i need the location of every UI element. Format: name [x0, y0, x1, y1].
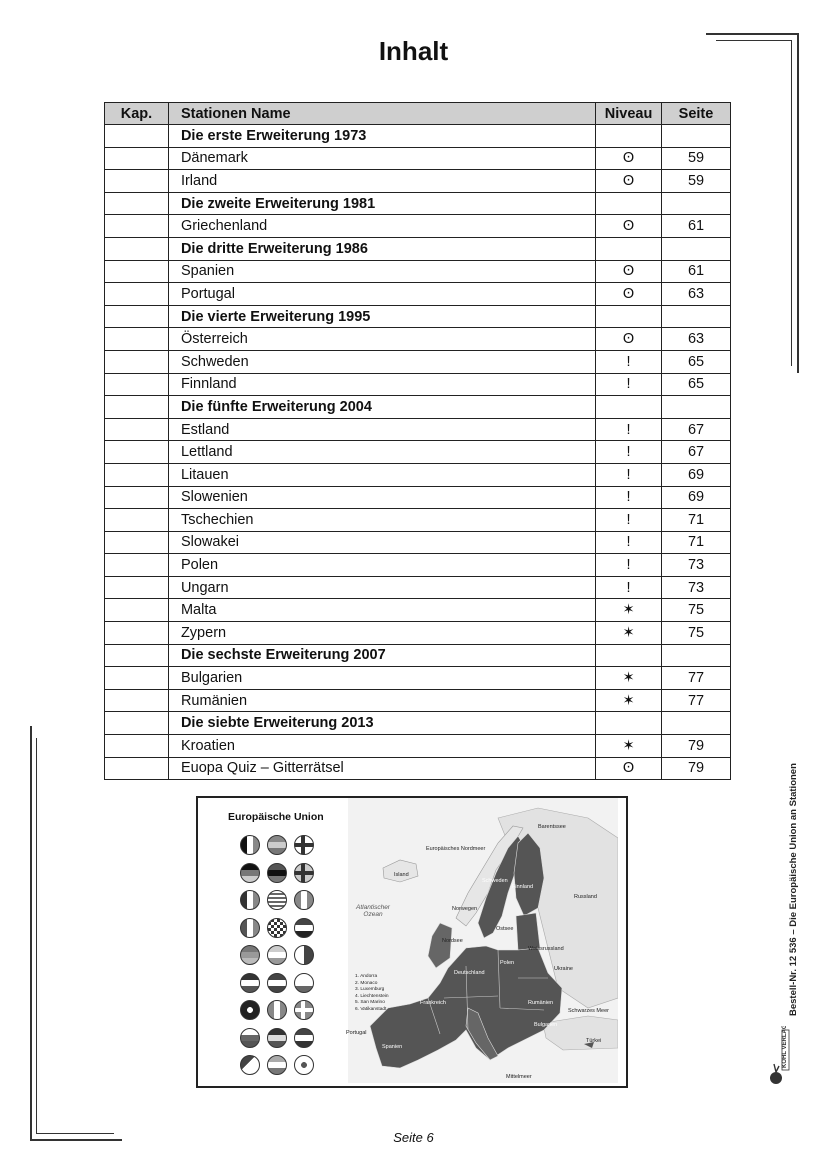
cell-seite: 77 — [662, 689, 731, 712]
cell-niveau: ✶ — [596, 667, 662, 690]
table-row — [105, 689, 731, 712]
table-row — [105, 667, 731, 690]
page-title: Inhalt — [378, 36, 449, 66]
section-heading-row — [105, 305, 731, 328]
cell-name: Slowenien — [168, 486, 595, 509]
cell-niveau — [596, 305, 662, 328]
flag-icon — [267, 835, 287, 855]
europe-map — [348, 798, 618, 1083]
cell-seite — [662, 125, 731, 148]
cell-kap — [105, 125, 169, 148]
flag-icon — [294, 863, 314, 883]
map-legend-item: 5. San Marino — [355, 1000, 385, 1005]
cell-name: Die sechste Erweiterung 2007 — [168, 644, 595, 667]
cell-name: Die vierte Erweiterung 1995 — [168, 305, 595, 328]
cell-seite — [662, 305, 731, 328]
table-row — [105, 283, 731, 306]
page-number: Seite 6 — [393, 1130, 434, 1145]
map-label-schwarzes-meer: Schwarzes Meer — [568, 1008, 609, 1014]
table-row — [105, 441, 731, 464]
cell-seite: 63 — [662, 328, 731, 351]
flag-icon — [267, 973, 287, 993]
cell-kap — [105, 283, 169, 306]
flag-icon — [240, 890, 260, 910]
table-row — [105, 260, 731, 283]
cell-niveau: ʘ — [596, 170, 662, 193]
flag-icon — [294, 945, 314, 965]
cell-kap — [105, 712, 169, 735]
map-title: Europäische Union — [228, 811, 324, 823]
cell-seite: 73 — [662, 554, 731, 577]
flag-icon — [267, 890, 287, 910]
map-label-weissrussland: Weissrussland — [528, 946, 564, 952]
cell-seite: 65 — [662, 373, 731, 396]
flag-icon — [267, 945, 287, 965]
cell-kap — [105, 192, 169, 215]
cell-name: Die fünfte Erweiterung 2004 — [168, 396, 595, 419]
cell-name: Tschechien — [168, 509, 595, 532]
contents-table — [104, 102, 731, 780]
cell-name: Zypern — [168, 622, 595, 645]
flag-icon — [240, 918, 260, 938]
cell-name: Malta — [168, 599, 595, 622]
frame-line-top-right-v1 — [797, 33, 799, 373]
cell-kap — [105, 305, 169, 328]
section-heading-row — [105, 125, 731, 148]
cell-name: Irland — [168, 170, 595, 193]
flag-icon — [267, 1055, 287, 1075]
map-legend-item: 1. Andorra — [355, 974, 378, 979]
header-kap: Kap. — [105, 103, 169, 125]
cell-niveau — [596, 712, 662, 735]
eu-map-figure — [196, 796, 628, 1088]
cell-name: Rumänien — [168, 689, 595, 712]
cell-niveau: ! — [596, 373, 662, 396]
map-label-polen: Polen — [500, 960, 515, 966]
cell-kap — [105, 147, 169, 170]
cell-name: Österreich — [168, 328, 595, 351]
flag-icon — [240, 863, 260, 883]
flag-icon — [267, 918, 287, 938]
cell-niveau: ʘ — [596, 147, 662, 170]
flag-icon — [294, 890, 314, 910]
cell-kap — [105, 644, 169, 667]
cell-niveau: ✶ — [596, 622, 662, 645]
cell-name: Griechenland — [168, 215, 595, 238]
cell-name: Bulgarien — [168, 667, 595, 690]
section-heading-row — [105, 237, 731, 260]
map-label-bulgarien: Bulgarien — [534, 1022, 558, 1028]
map-legend-item: 2. Monaco — [355, 980, 378, 986]
map-legend-item: 6. Vatikanstadt — [355, 1006, 387, 1012]
cell-seite — [662, 237, 731, 260]
cell-niveau: ! — [596, 486, 662, 509]
cell-seite — [662, 644, 731, 667]
cell-seite: 69 — [662, 463, 731, 486]
cell-seite: 59 — [662, 170, 731, 193]
cell-kap — [105, 509, 169, 532]
flag-icon — [240, 835, 260, 855]
cell-seite — [662, 192, 731, 215]
cell-niveau: ʘ — [596, 260, 662, 283]
map-label-portugal: Portugal — [346, 1030, 367, 1036]
table-header-row — [105, 103, 731, 125]
cell-name: Lettland — [168, 441, 595, 464]
cell-name: Finnland — [168, 373, 595, 396]
cell-kap — [105, 599, 169, 622]
map-label-frankreich: Frankreich — [420, 1000, 446, 1006]
table-row — [105, 147, 731, 170]
flag-icon — [294, 1028, 314, 1048]
publisher-logo — [768, 1026, 790, 1086]
map-label-rumaenien: Rumänien — [528, 1000, 554, 1006]
cell-name: Dänemark — [168, 147, 595, 170]
table-row — [105, 463, 731, 486]
map-label-ukraine: Ukraine — [554, 966, 573, 972]
baltics-shape — [516, 913, 540, 950]
header-seite: Seite — [662, 103, 731, 125]
section-heading-row — [105, 644, 731, 667]
cell-niveau: ! — [596, 509, 662, 532]
cell-kap — [105, 373, 169, 396]
table-row — [105, 531, 731, 554]
table-row — [105, 576, 731, 599]
map-legend-item: 3. Luxemburg — [355, 987, 385, 992]
cell-niveau: ✶ — [596, 735, 662, 758]
flag-icon — [240, 973, 260, 993]
flag-icon — [267, 863, 287, 883]
cell-seite — [662, 712, 731, 735]
map-label-island: Island — [394, 872, 409, 878]
cell-seite: 67 — [662, 441, 731, 464]
frame-line-bottom-left-v2 — [36, 738, 37, 1134]
cell-kap — [105, 396, 169, 419]
table-row — [105, 350, 731, 373]
cell-niveau: ✶ — [596, 689, 662, 712]
cell-name: Die siebte Erweiterung 2013 — [168, 712, 595, 735]
svg-text:KOHL VERLAG: KOHL VERLAG — [782, 1026, 788, 1068]
flag-icon — [294, 918, 314, 938]
map-label-nordsee: Nordsee — [442, 938, 463, 944]
cell-kap — [105, 328, 169, 351]
table-row — [105, 757, 731, 780]
section-heading-row — [105, 712, 731, 735]
flag-icon — [294, 835, 314, 855]
cell-niveau: ʘ — [596, 283, 662, 306]
cell-niveau: ! — [596, 576, 662, 599]
cell-name: Die erste Erweiterung 1973 — [168, 125, 595, 148]
cell-name: Litauen — [168, 463, 595, 486]
cell-name: Slowakei — [168, 531, 595, 554]
map-label-deutschland: Deutschland — [454, 970, 485, 976]
cell-kap — [105, 689, 169, 712]
cell-seite: 61 — [662, 260, 731, 283]
cell-seite: 71 — [662, 531, 731, 554]
cell-name: Die dritte Erweiterung 1986 — [168, 237, 595, 260]
cell-kap — [105, 463, 169, 486]
cell-seite: 65 — [662, 350, 731, 373]
cell-niveau: ! — [596, 418, 662, 441]
cell-name: Euopa Quiz – Gitterrätsel — [168, 757, 595, 780]
cell-kap — [105, 735, 169, 758]
map-label-finnland: Finnland — [512, 884, 534, 890]
cell-niveau — [596, 237, 662, 260]
cell-niveau — [596, 192, 662, 215]
table-row — [105, 418, 731, 441]
flag-icon — [294, 1055, 314, 1075]
cell-niveau: ʘ — [596, 328, 662, 351]
map-label-tuerkei: Türkei — [586, 1038, 602, 1044]
section-heading-row — [105, 192, 731, 215]
cell-kap — [105, 215, 169, 238]
map-label-norwegen: Norwegen — [452, 906, 478, 912]
cell-kap — [105, 531, 169, 554]
map-label-nordmeer: Europäisches Nordmeer — [426, 846, 486, 852]
table-row — [105, 328, 731, 351]
map-legend-item: 4. Liechtenstein — [355, 993, 389, 999]
cell-niveau: ! — [596, 531, 662, 554]
frame-line-bottom-left-v1 — [30, 726, 32, 1140]
map-label-barentssee: Barentssee — [538, 824, 566, 830]
flag-icon — [267, 1000, 287, 1020]
cell-seite: 69 — [662, 486, 731, 509]
cell-kap — [105, 622, 169, 645]
cell-niveau — [596, 125, 662, 148]
cell-name: Polen — [168, 554, 595, 577]
cell-seite: 63 — [662, 283, 731, 306]
cell-niveau: ! — [596, 463, 662, 486]
table-row — [105, 373, 731, 396]
flag-icon — [294, 973, 314, 993]
flag-icon — [240, 945, 260, 965]
flag-icon — [294, 1000, 314, 1020]
cell-niveau: ✶ — [596, 599, 662, 622]
table-row — [105, 215, 731, 238]
map-label-legend — [355, 974, 389, 1013]
side-order-text: Bestell-Nr. 12 536 – Die Europäische Union an Stationen — [788, 763, 799, 1016]
cell-seite: 73 — [662, 576, 731, 599]
cell-seite: 75 — [662, 599, 731, 622]
cell-niveau — [596, 396, 662, 419]
flag-icon — [240, 1028, 260, 1048]
cell-name: Die zweite Erweiterung 1981 — [168, 192, 595, 215]
frame-line-top-right-h1 — [706, 33, 798, 35]
section-heading-row — [105, 396, 731, 419]
cell-name: Ungarn — [168, 576, 595, 599]
table-row — [105, 622, 731, 645]
cell-kap — [105, 350, 169, 373]
cell-name: Schweden — [168, 350, 595, 373]
header-niveau: Niveau — [596, 103, 662, 125]
cell-seite: 75 — [662, 622, 731, 645]
table-row — [105, 735, 731, 758]
frame-line-top-right-v2 — [791, 40, 792, 366]
cell-kap — [105, 667, 169, 690]
cell-seite: 67 — [662, 418, 731, 441]
cell-seite: 59 — [662, 147, 731, 170]
cell-niveau: ! — [596, 554, 662, 577]
cell-name: Kroatien — [168, 735, 595, 758]
table-row — [105, 554, 731, 577]
cell-name: Spanien — [168, 260, 595, 283]
flag-icon — [267, 1028, 287, 1048]
cell-kap — [105, 554, 169, 577]
cell-kap — [105, 576, 169, 599]
table-row — [105, 486, 731, 509]
map-label-ostsee: Ostsee — [496, 926, 514, 932]
cell-kap — [105, 260, 169, 283]
cell-seite — [662, 396, 731, 419]
table-row — [105, 509, 731, 532]
map-label-russland: Russland — [574, 894, 597, 900]
cell-niveau: ʘ — [596, 215, 662, 238]
cell-kap — [105, 757, 169, 780]
table-body — [105, 125, 731, 780]
cell-kap — [105, 441, 169, 464]
cell-name: Estland — [168, 418, 595, 441]
map-label-atlantic: Atlantischer Ozean — [356, 904, 390, 918]
cell-seite: 61 — [662, 215, 731, 238]
cell-niveau: ! — [596, 350, 662, 373]
table-row — [105, 599, 731, 622]
cell-niveau — [596, 644, 662, 667]
map-label-spanien: Spanien — [382, 1044, 403, 1050]
cell-kap — [105, 237, 169, 260]
cell-niveau: ʘ — [596, 757, 662, 780]
cell-name: Portugal — [168, 283, 595, 306]
flag-icon — [240, 1055, 260, 1075]
cell-seite: 71 — [662, 509, 731, 532]
map-label-schweden: Schweden — [482, 878, 508, 884]
cell-seite: 79 — [662, 757, 731, 780]
table-row — [105, 170, 731, 193]
header-name: Stationen Name — [168, 103, 595, 125]
cell-kap — [105, 418, 169, 441]
flag-icon — [240, 1000, 260, 1020]
cell-seite: 79 — [662, 735, 731, 758]
cell-kap — [105, 170, 169, 193]
cell-seite: 77 — [662, 667, 731, 690]
map-label-mittelmeer: Mittelmeer — [506, 1074, 532, 1080]
cell-kap — [105, 486, 169, 509]
cell-niveau: ! — [596, 441, 662, 464]
